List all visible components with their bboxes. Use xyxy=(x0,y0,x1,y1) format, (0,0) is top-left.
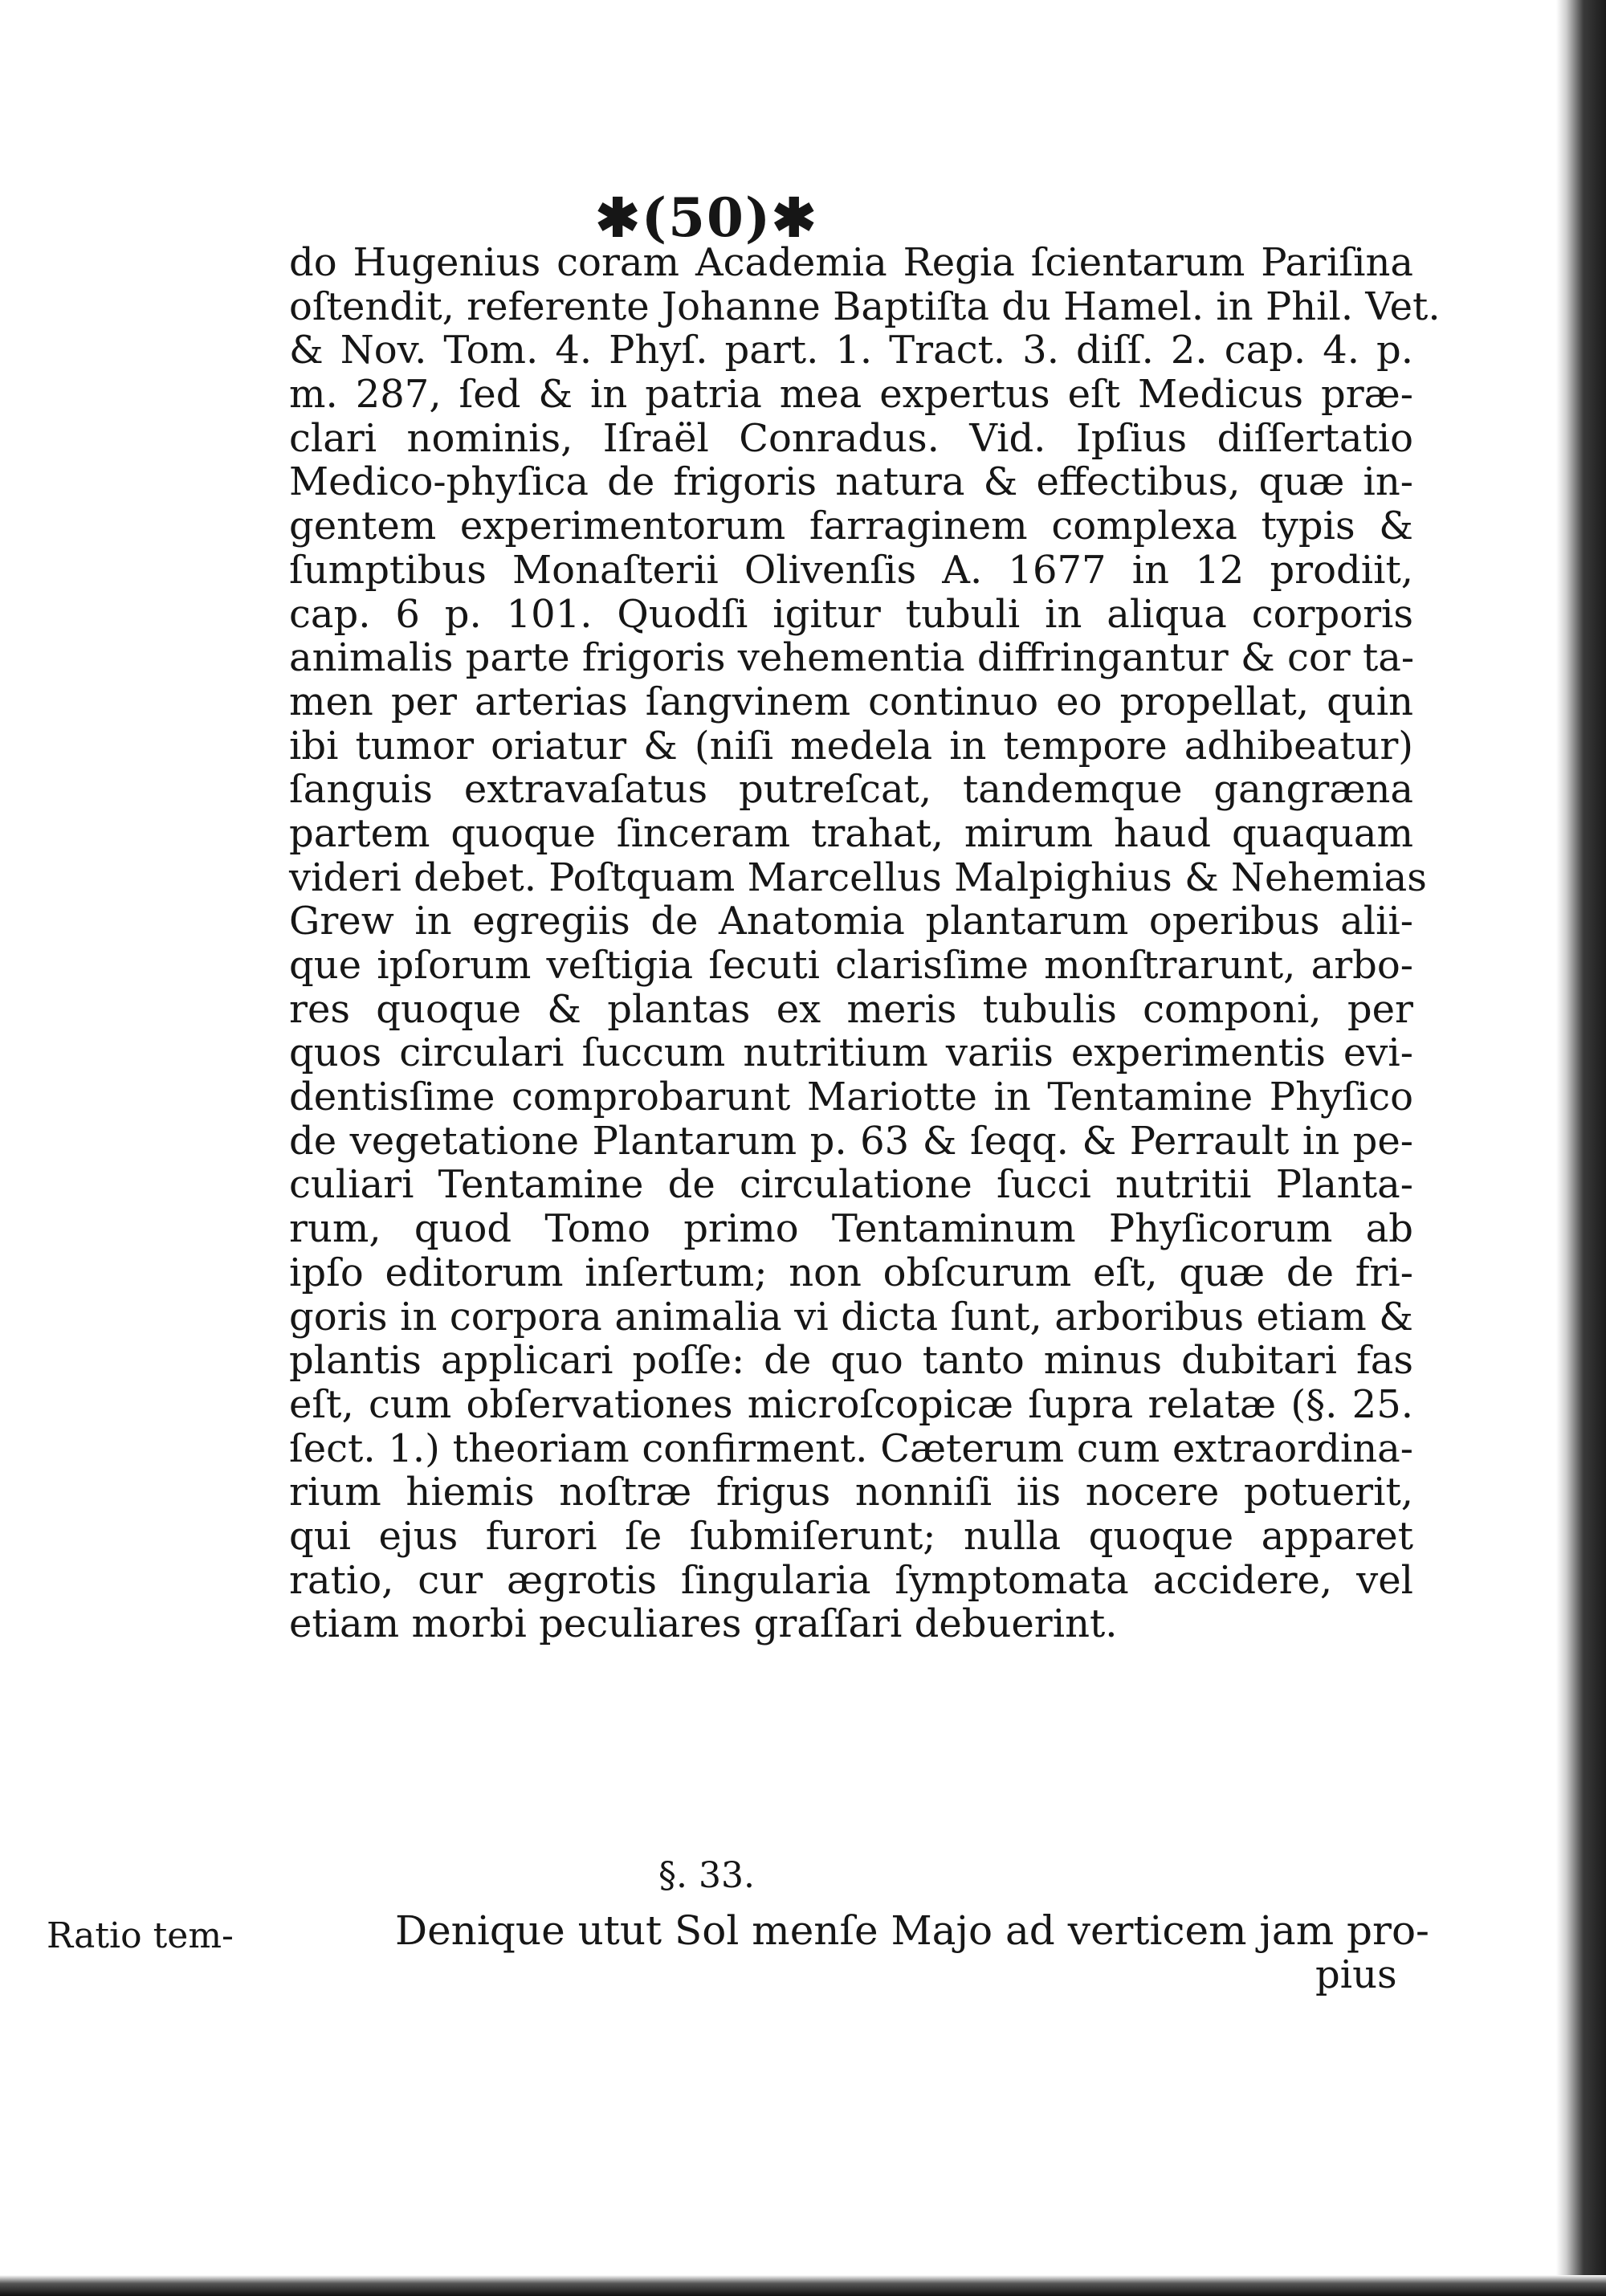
text-line: gentem experimentorum farraginem complexa typis & xyxy=(289,504,1413,549)
text-line: ſumptibus Monaſterii Olivenſis A. 1677 in 12 prodiit, xyxy=(289,547,1413,593)
text-line: plantis applicari poſſe: de quo tanto minus dubitari fas xyxy=(289,1338,1413,1384)
text-line: rium hiemis noſtræ frigus nonniſi iis nocere potuerit, xyxy=(289,1470,1413,1515)
text-line: ſanguis extravaſatus putreſcat, tandemque gangræna xyxy=(289,767,1413,813)
text-line: partem quoque ſinceram trahat, mirum haud quaquam xyxy=(289,810,1413,856)
text-line: ipſo editorum inſertum; non obſcurum eſt, quæ de fri- xyxy=(289,1250,1413,1295)
text-line: ſect. 1.) theoriam confirment. Cæterum cum extraordina- xyxy=(289,1425,1413,1471)
text-line: clari nominis, Iſraël Conradus. Vid. Ipſius diſſertatio xyxy=(289,415,1413,461)
catchword: pius xyxy=(1315,1952,1397,1997)
text-line: men per arterias ſangvinem continuo eo propellat, quin xyxy=(289,679,1413,724)
text-line: de vegetatione Plantarum p. 63 & ſeqq. & Perrault in pe- xyxy=(289,1118,1413,1164)
text-line: culiari Tentamine de circulatione ſucci nutritii Planta- xyxy=(289,1162,1413,1208)
text-line: cap. 6 p. 101. Quodſi igitur tubuli in aliqua corporis xyxy=(289,591,1413,637)
text-line: etiam morbi peculiares graſſari debuerint. xyxy=(289,1601,1118,1647)
text-line: res quoque & plantas ex meris tubulis componi, per xyxy=(289,986,1413,1032)
text-line: quos circulari ſuccum nutritium variis experimentis evi- xyxy=(289,1030,1413,1076)
section-opening-line: Denique utut Sol menſe Majo ad verticem jam pro- xyxy=(395,1907,1429,1954)
text-line: que ipſorum veſtigia ſecuti clarisſime monſtrarunt, arbo- xyxy=(289,943,1413,988)
text-line: Grew in egregiis de Anatomia plantarum operibus alii- xyxy=(289,899,1413,944)
text-line: videri debet. Poſtquam Marcellus Malpighius & Nehemias xyxy=(289,854,1427,900)
text-line: rum, quod Tomo primo Tentaminum Phyſicorum ab xyxy=(289,1206,1413,1252)
text-line: dentisſime comprobarunt Mariotte in Tentamine Phyſico xyxy=(289,1075,1413,1120)
text-line: & Nov. Tom. 4. Phyſ. part. 1. Tract. 3. diſſ. 2. cap. 4. p. xyxy=(289,328,1413,373)
page-edge-right-shadow xyxy=(1556,0,1606,2296)
text-line: qui ejus furori ſe ſubmiſerunt; nulla quoque apparet xyxy=(289,1513,1413,1559)
main-text-block xyxy=(289,240,1441,1647)
text-line: ibi tumor oriatur & (niſi medela in tempore adhibeatur) xyxy=(289,723,1413,769)
margin-note: Ratio tem- xyxy=(47,1915,234,1956)
text-line: eſt, cum obſervationes microſcopicæ ſupra relatæ (§. 25. xyxy=(289,1381,1413,1427)
text-line: animalis parte frigoris vehementia diffringantur & cor ta- xyxy=(289,635,1415,681)
text-line: ratio, cur ægrotis ſingularia ſymptomata accidere, vel xyxy=(289,1557,1413,1603)
text-line: oſtendit, referente Johanne Baptiſta du Hamel. in Phil. Vet. xyxy=(289,283,1441,329)
text-line: goris in corpora animalia vi dicta ſunt, arboribus etiam & xyxy=(289,1294,1413,1340)
page-edge-bottom-shadow xyxy=(0,2275,1606,2296)
text-line: m. 287, ſed & in patria mea expertus eſt Medicus præ- xyxy=(289,372,1413,418)
text-line: do Hugenius coram Academia Regia ſcientarum Pariſina xyxy=(289,240,1413,285)
page-number-header: ✱(50)✱ xyxy=(595,186,818,249)
section-number: §. 33. xyxy=(658,1855,755,1896)
text-line: Medico-phyſica de frigoris natura & effectibus, quæ in- xyxy=(289,459,1413,505)
